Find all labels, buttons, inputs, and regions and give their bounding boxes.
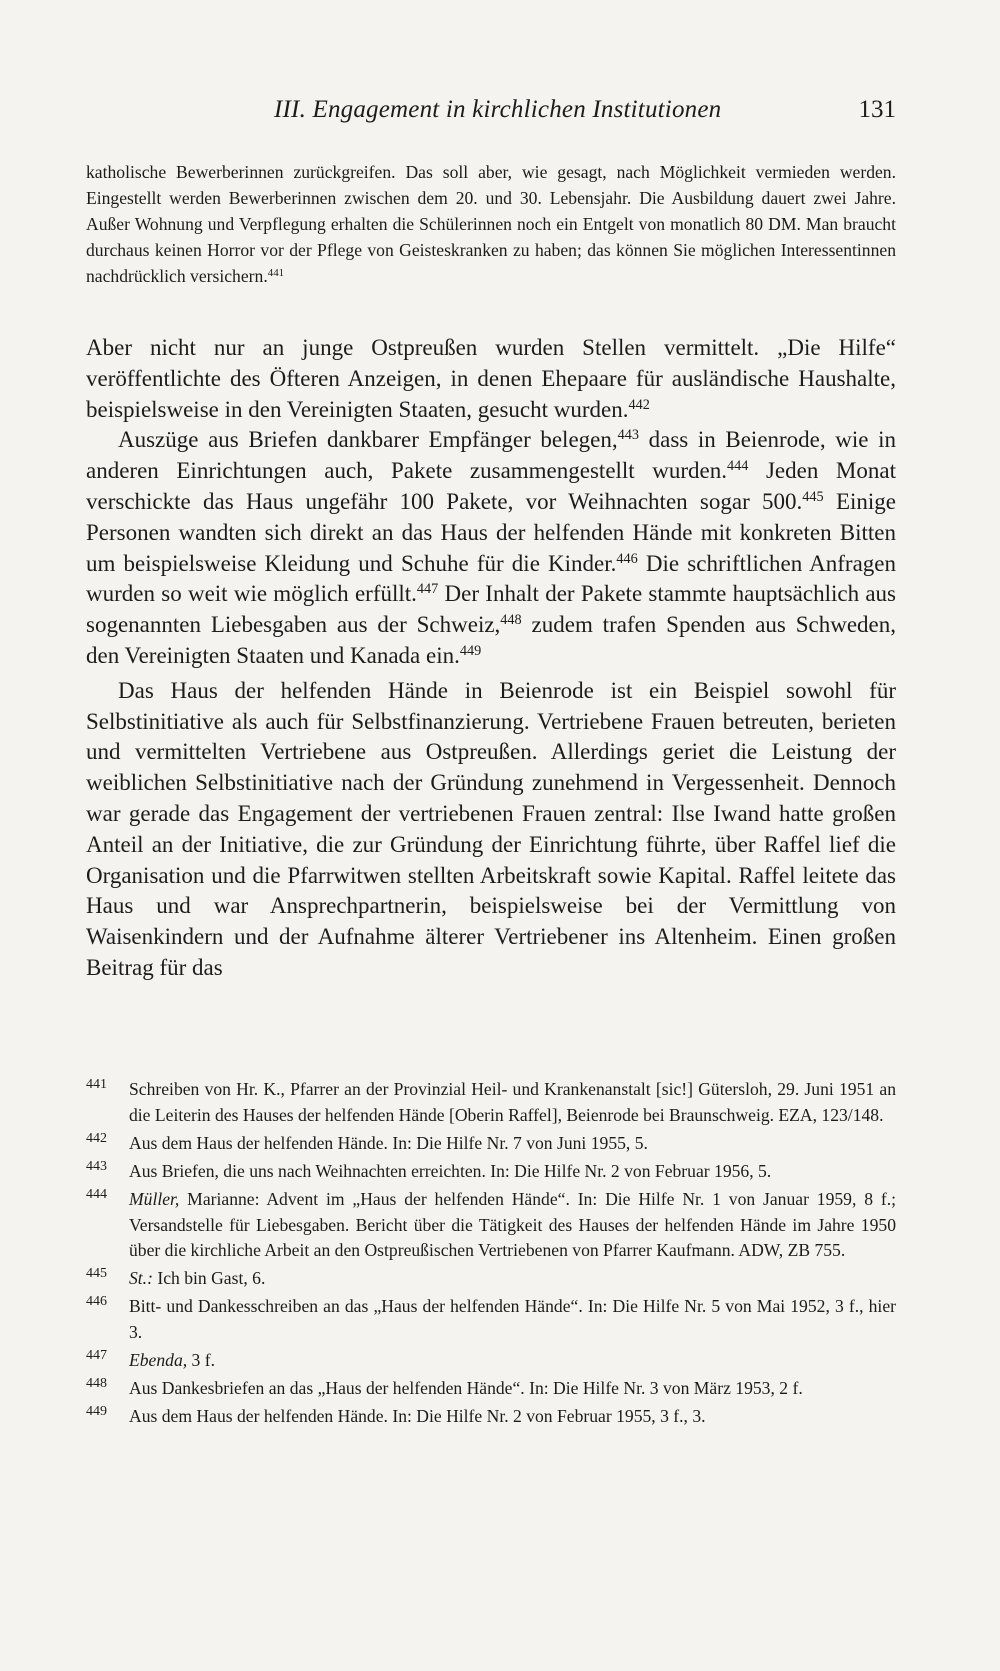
footnote-number: 449 [86, 1403, 107, 1419]
footnotes [86, 1077, 896, 1432]
footnote-text: Bitt- und Dankesschreiben an das „Haus der helfenden Hände“. In: Die Hilfe Nr. 5 von Mai 1952, 3 f., hier 3. [129, 1296, 896, 1343]
footnote-ref: 448 [500, 612, 522, 629]
footnote-text: Aus dem Haus der helfenden Hände. In: Die Hilfe Nr. 2 von Februar 1955, 3 f., 3. [129, 1405, 706, 1426]
footnote-text: Aus dem Haus der helfenden Hände. In: Die Hilfe Nr. 7 von Juni 1955, 5. [129, 1132, 648, 1153]
block-quote [86, 160, 896, 290]
paragraph-text: Die schriftlichen Anfragen wurden so weit wie möglich erfüllt. [86, 550, 896, 607]
footnote-number: 447 [86, 1348, 107, 1364]
paragraph-text: dass in Beienrode, wie in anderen Einrichtungen auch, Pakete zusammengestellt wurden. [86, 427, 896, 484]
footnote-number: 444 [86, 1186, 107, 1202]
footnote-ref: 447 [416, 581, 439, 598]
paragraph-1 [86, 333, 896, 425]
paragraph-text: Jeden Monat verschickte das Haus ungefähr 100 Pakete, vor Weihnachten sogar 500. [86, 458, 896, 514]
footnote-text: Ebenda, 3 f. [129, 1350, 216, 1371]
footnote-number: 448 [86, 1375, 107, 1391]
footnote-text: Müller, Marianne: Advent im „Haus der helfenden Hände“. In: Die Hilfe Nr. 1 von Januar 1959, 8 f.; Versandstelle für Liebesgaben. Bericht über die Tätigkeit des Hauses der helfenden Hände im Jahre 1950 über die kirchliche Arbeit an den Ostpreußischen Vertriebenen von Pfarrer Kaufmann. ADW, ZB 755. [129, 1188, 896, 1261]
footnote [86, 1131, 896, 1157]
footnote-ref: 441 [267, 266, 285, 279]
footnote-number: 442 [86, 1130, 107, 1146]
paragraph-text: Das Haus der helfenden Hände in Beienrode ist ein Beispiel sowohl für Selbstinitiative als auch für Selbstfinanzierung. Vertriebene Frauen betreuten, berieten und vermittelten Vertriebene aus Ostpreußen. Allerdings geriet die Leistung der weiblichen Selbstinitiative nach der Gründung zunehmend in Vergessenheit. Dennoch war gerade das Engagement der vertriebenen Frauen zentral: Ilse Iwand hatte großen Anteil an der Initiative, die zur Gründung der Einrichtung führte, über Raffel lief die Organisation und die Pfarrwitwen stellten Arbeitskraft sowie Kapital. Raffel leitete das Haus und war Ansprechpartnerin, beispielsweise bei der Vermittlung von Waisenkindern und der Aufnahme älterer Vertriebener ins Altenheim. Einen großen Beitrag für das [86, 677, 896, 980]
footnote [86, 1376, 896, 1402]
paragraph-text: zudem trafen Spenden aus Schweden, den Vereinigten Staaten und Kanada ein. [86, 612, 897, 668]
page-number: 131 [858, 96, 896, 123]
footnote-number: 441 [86, 1077, 107, 1092]
paragraph-3 [86, 676, 896, 984]
footnote [86, 1348, 896, 1374]
footnote-number: 446 [86, 1294, 107, 1310]
footnote [86, 1294, 896, 1346]
footnote [86, 1404, 896, 1430]
paragraph-2 [86, 425, 896, 671]
footnote-text: Aus Dankesbriefen an das „Haus der helfenden Hände“. In: Die Hilfe Nr. 3 von März 1953, 2 f. [129, 1377, 803, 1398]
footnote-ref: 443 [617, 427, 639, 444]
running-header [86, 96, 896, 136]
body-text [86, 333, 896, 984]
footnote-number: 445 [86, 1266, 107, 1282]
paragraph-text: Der Inhalt der Pakete stammte hauptsächlich aus sogenannten Liebesgaben aus der Schweiz, [86, 581, 897, 638]
footnote-ref: 445 [802, 489, 824, 506]
footnote-text: St.: Ich bin Gast, 6. [129, 1268, 266, 1289]
paragraph-text: Aber nicht nur an junge Ostpreußen wurden Stellen vermittelt. „Die Hilfe“ veröffentlichte des Öfteren Anzeigen, in denen Ehepaare für ausländische Haushalte, beispielsweise in den Vereinigten Staaten, gesucht wurden. [86, 335, 896, 422]
running-title: III. Engagement in kirchlichen Institutionen [274, 96, 722, 123]
footnote-text: Aus Briefen, die uns nach Weihnachten erreichten. In: Die Hilfe Nr. 2 von Februar 1956, 5. [129, 1160, 772, 1181]
footnote-number: 443 [86, 1158, 107, 1174]
footnote [86, 1159, 896, 1185]
footnote-ref: 449 [459, 643, 482, 660]
footnote-text: Schreiben von Hr. K., Pfarrer an der Provinzial Heil- und Krankenanstalt [sic!] Gütersloh, 29. Juni 1951 an die Leiterin des Hauses der helfenden Hände [Oberin Raffel], Beienrode bei Braunschweig. EZA, 123/148. [129, 1079, 896, 1125]
paragraph-text: Auszüge aus Briefen dankbarer Empfänger belegen, [118, 427, 618, 453]
footnote [86, 1187, 896, 1265]
quote-text: katholische Bewerberinnen zurückgreifen. Das soll aber, wie gesagt, nach Möglichkeit vermieden werden. Eingestellt werden Bewerberinnen zwischen dem 20. und 30. Lebensjahr. Die Ausbildung dauert zwei Jahre. Außer Wohnung und Verpflegung erhalten die Schülerinnen noch ein Entgelt von monatlich 80 DM. Man braucht durchaus keinen Horror vor der Pflege von Geisteskranken zu haben; das können Sie möglichen Interessentinnen nachdrücklich versichern. [86, 162, 896, 286]
paragraph-text: Einige Personen wandten sich direkt an das Haus der helfenden Hände mit konkreten Bitten um beispielsweise Kleidung und Schuhe für die Kinder. [86, 488, 896, 576]
footnote [86, 1077, 896, 1129]
footnote-ref: 444 [727, 458, 749, 475]
footnote [86, 1266, 896, 1292]
footnote-ref: 446 [616, 550, 638, 567]
footnote-ref: 442 [628, 396, 650, 413]
